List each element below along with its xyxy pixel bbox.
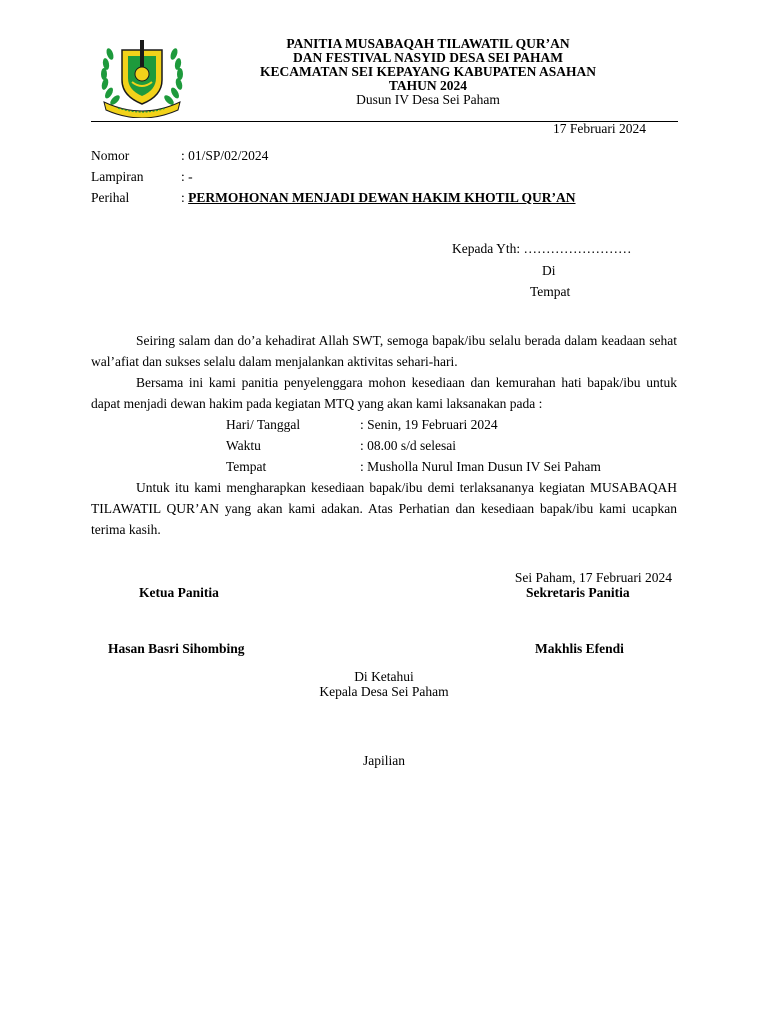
signature-left-name: Hasan Basri Sihombing [108,641,245,656]
recipient-tempat: Tempat [530,284,571,299]
header-address: Dusun IV Desa Sei Paham [356,92,500,107]
header-line-2: DAN FESTIVAL NASYID DESA SEI PAHAM [293,50,563,65]
recipient-to: Kepada Yth: …………………… [452,241,632,256]
recipient-di: Di [542,263,556,278]
detail-label-waktu: Waktu [226,438,261,453]
meta-subject: PERMOHONAN MENJADI DEWAN HAKIM KHOTIL QUR’AN [188,190,576,205]
signature-place-date: Sei Paham, 17 Februari 2024 [514,570,672,585]
detail-value-waktu: : 08.00 s/d selesai [360,438,456,453]
meta-prefix: : [181,190,189,205]
meta-lampiran [91,166,193,187]
signature-right-title: Sekretaris Panitia [526,585,630,600]
detail-label-tempat: Tempat [226,459,267,474]
meta-label: Lampiran [91,169,144,184]
acknowledge-label: Di Ketahui [354,669,414,684]
meta-label: Nomor [91,148,130,163]
signature-left-title: Ketua Panitia [139,585,219,600]
head-name: Japilian [363,753,405,768]
meta-label: Perihal [91,190,130,205]
header-line-1: PANITIA MUSABAQAH TILAWATIL QUR’AN [286,36,570,51]
header-line-3: KECAMATAN SEI KEPAYANG KABUPATEN ASAHAN [259,64,597,79]
signature-right-name: Makhlis Efendi [535,641,624,656]
body-paragraph-2-wrap [91,372,677,414]
meta-value: : 01/SP/02/2024 [181,148,269,163]
detail-label-hari: Hari/ Tanggal [226,417,301,432]
head-title: Kepala Desa Sei Paham [319,684,449,699]
body-paragraph-3: Untuk itu kami mengharapkan kesediaan bapak/ibu demi terlaksananya kegiatan MUSABAQAH TILAWATIL QUR’AN yang akan kami adakan. Atas Perhatian dan kesediaan bapak/ibu kami ucapkan terima kasih. [91,480,677,537]
detail-value-hari: : Senin, 19 Februari 2024 [360,417,498,432]
meta-nomor [91,145,268,166]
body-paragraph-1-wrap [91,330,677,372]
letter-date: 17 Februari 2024 [553,121,646,136]
body-paragraph-1: Seiring salam dan do’a kehadirat Allah SWT, semoga bapak/ibu selalu berada dalam keadaan sehat wal’afiat dan sukses selalu dalam menjalankan aktivitas sehari-hari. [91,333,677,369]
header-line-4: TAHUN 2024 [388,78,468,93]
meta-perihal [91,187,576,208]
body-paragraph-2: Bersama ini kami panitia penyelenggara mohon kesediaan dan kemurahan hati bapak/ibu untuk dapat menjadi dewan hakim pada kegiatan MTQ yang akan kami laksanakan pada : [91,375,677,411]
meta-value: : - [181,169,193,184]
detail-value-tempat: : Musholla Nurul Iman Dusun IV Sei Paham [360,459,601,474]
body-paragraph-3-wrap [91,477,677,540]
